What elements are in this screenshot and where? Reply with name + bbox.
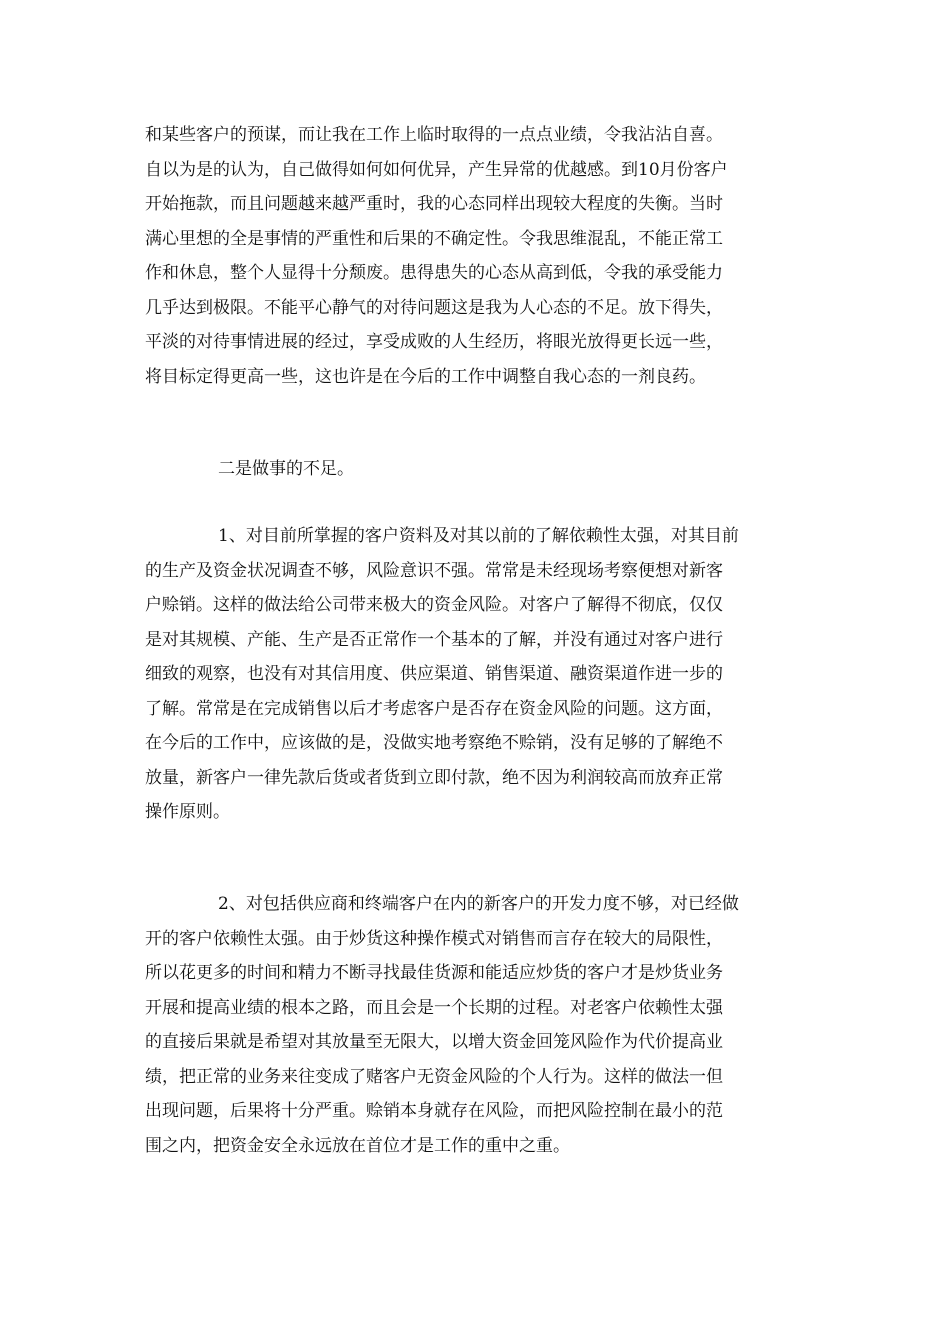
text-line: 开始拖款，而且问题越来越严重时，我的心态同样出现较大程度的失衡。当时 bbox=[145, 194, 723, 214]
text-line: 1、对目前所掌握的客户资料及对其以前的了解依赖性太强，对其目前 bbox=[218, 526, 739, 546]
text-line: 和某些客户的预谋，而让我在工作上临时取得的一点点业绩，令我沾沾自喜。 bbox=[145, 125, 723, 145]
text-line: 的生产及资金状况调查不够，风险意识不强。常常是未经现场考察便想对新客 bbox=[145, 560, 723, 581]
paragraph-point-1 bbox=[145, 519, 813, 830]
paragraph-point-2 bbox=[145, 887, 813, 1163]
text-line: 围之内，把资金安全永远放在首位才是工作的重中之重。 bbox=[145, 1135, 570, 1156]
text-line: 户赊销。这样的做法给公司带来极大的资金风险。对客户了解得不彻底，仅仅 bbox=[145, 595, 723, 615]
section-heading-text: 二是做事的不足。 bbox=[218, 459, 354, 479]
text-line: 作和休息，整个人显得十分颓废。患得患失的心态从高到低，令我的承受能力 bbox=[145, 263, 723, 283]
text-line: 放量，新客户一律先款后货或者货到立即付款，绝不因为利润较高而放弃正常 bbox=[145, 767, 723, 788]
text-line: 将目标定得更高一些，这也许是在今后的工作中调整自我心态的一剂良药。 bbox=[145, 366, 706, 387]
paragraph-mindset bbox=[145, 118, 813, 394]
text-line: 平淡的对待事情进展的经过，享受成败的人生经历，将眼光放得更长远一些， bbox=[145, 332, 723, 352]
text-line: 开展和提高业绩的根本之路，而且会是一个长期的过程。对老客户依赖性太强 bbox=[145, 997, 723, 1018]
text-line: 绩，把正常的业务来往变成了赌客户无资金风险的个人行为。这样的做法一但 bbox=[145, 1066, 723, 1087]
section-heading bbox=[145, 452, 813, 487]
text-line: 是对其规模、产能、生产是否正常作一个基本的了解，并没有通过对客户进行 bbox=[145, 629, 723, 650]
text-line: 的直接后果就是希望对其放量至无限大，以增大资金回笼风险作为代价提高业 bbox=[145, 1032, 723, 1052]
text-line: 出现问题，后果将十分严重。赊销本身就存在风险，而把风险控制在最小的范 bbox=[145, 1101, 723, 1121]
text-line: 满心里想的全是事情的严重性和后果的不确定性。令我思维混乱，不能正常工 bbox=[145, 228, 723, 249]
text-line: 开的客户依赖性太强。由于炒货这种操作模式对销售而言存在较大的局限性， bbox=[145, 928, 723, 949]
text-line: 在今后的工作中，应该做的是，没做实地考察绝不赊销，没有足够的了解绝不 bbox=[145, 733, 723, 753]
text-line: 所以花更多的时间和精力不断寻找最佳货源和能适应炒货的客户才是炒货业务 bbox=[145, 963, 723, 983]
text-line: 自以为是的认为，自己做得如何如何优异，产生异常的优越感。到10月份客户 bbox=[145, 159, 728, 180]
text-line: 了解。常常是在完成销售以后才考虑客户是否存在资金风险的问题。这方面， bbox=[145, 698, 723, 719]
text-line: 几乎达到极限。不能平心静气的对待问题这是我为人心态的不足。放下得失， bbox=[145, 297, 723, 318]
text-line: 细致的观察，也没有对其信用度、供应渠道、销售渠道、融资渠道作进一步的 bbox=[145, 664, 723, 684]
text-line: 2、对包括供应商和终端客户在内的新客户的开发力度不够，对已经做 bbox=[218, 894, 739, 914]
text-line: 操作原则。 bbox=[145, 802, 230, 822]
